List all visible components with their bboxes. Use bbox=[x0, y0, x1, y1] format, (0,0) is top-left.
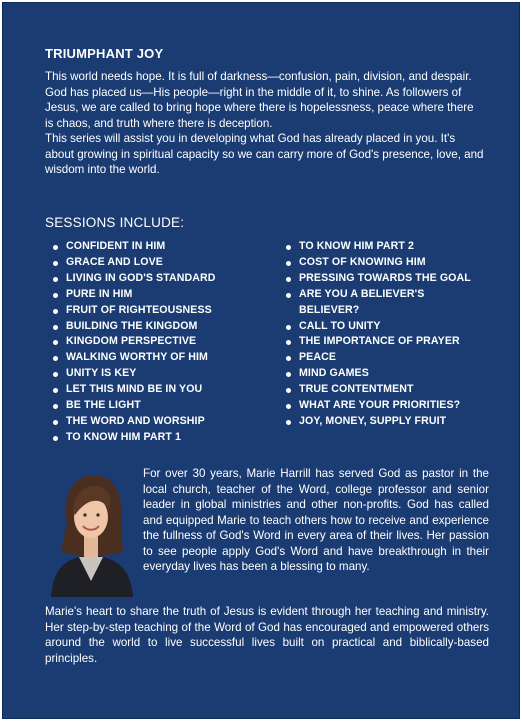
intro-paragraph: This world needs hope. It is full of darkness—confusion, pain, division, and despair. God has placed us—His people—right in the middle of it, to shine. As followers of Jesus, we are called to bring hope where there is hopelessness, peace where there is chaos, and truth where there is deception. bbox=[45, 70, 474, 130]
session-label: LIVING IN GOD'S STANDARD bbox=[66, 271, 216, 284]
session-label: TO KNOW HIM PART 2 bbox=[299, 240, 414, 252]
bio-paragraph: Marie's heart to share the truth of Jesus is evident through her teaching and ministry. Her step-by-step teaching of the Word of God has encouraged and empowered others around the world to live successful lives built on practical and biblically-based principles. bbox=[45, 605, 489, 665]
session-label: TRUE CONTENTMENT bbox=[299, 383, 414, 396]
flyer-page bbox=[2, 2, 520, 719]
session-item bbox=[51, 303, 266, 319]
sessions-list-right bbox=[284, 239, 499, 430]
session-item bbox=[51, 398, 266, 414]
bullet-icon bbox=[53, 420, 58, 425]
session-label: MIND GAMES bbox=[299, 367, 369, 380]
bullet-icon bbox=[286, 245, 291, 250]
session-label: LET THIS MIND BE IN YOU bbox=[66, 383, 203, 396]
intro-text bbox=[45, 69, 485, 178]
bullet-icon bbox=[286, 293, 291, 298]
session-label: FRUIT OF RIGHTEOUSNESS bbox=[66, 303, 212, 316]
session-item bbox=[284, 350, 499, 366]
bullet-icon bbox=[53, 261, 58, 266]
bullet-icon bbox=[286, 277, 291, 282]
bullet-icon bbox=[53, 388, 58, 393]
session-item bbox=[284, 319, 499, 335]
bullet-icon bbox=[53, 436, 58, 441]
bullet-icon bbox=[53, 277, 58, 282]
session-item bbox=[51, 382, 266, 398]
session-label: THE WORD AND WORSHIP bbox=[66, 414, 205, 427]
session-item bbox=[51, 366, 266, 382]
session-label: PURE IN HIM bbox=[66, 287, 133, 300]
bullet-icon bbox=[286, 261, 291, 266]
session-item bbox=[51, 350, 266, 366]
bio-paragraph: For over 30 years, Marie Harrill has served God as pastor in the local church, teacher of the Word, college professor and senior leader in global ministries and other non-profits. God has called and equipped Marie to teach others how to receive and experience the fullness of God's Word in every area of their lives. Her passion to see people apply God's Word and have breakthrough in their everyday lives has been a blessing to many. bbox=[143, 467, 489, 573]
bullet-icon bbox=[53, 293, 58, 298]
intro-paragraph: This series will assist you in developing what God has already placed in you. It's about growing in spiritual capacity so we can carry more of God's presence, love, and wisdom into the world. bbox=[45, 132, 484, 176]
session-item bbox=[51, 414, 266, 430]
session-item bbox=[284, 382, 499, 398]
session-item bbox=[51, 255, 266, 271]
session-label: BUILDING THE KINGDOM bbox=[66, 319, 198, 332]
page-title: TRIUMPHANT JOY bbox=[45, 46, 164, 61]
session-item bbox=[284, 398, 499, 414]
session-item bbox=[284, 334, 499, 350]
session-item bbox=[51, 287, 266, 303]
session-item bbox=[284, 414, 499, 430]
session-item bbox=[51, 334, 266, 350]
sessions-list-left bbox=[51, 239, 266, 446]
sessions-heading: SESSIONS INCLUDE: bbox=[45, 215, 185, 230]
session-label: UNITY IS KEY bbox=[66, 367, 137, 380]
session-label: TO KNOW HIM PART 1 bbox=[66, 430, 181, 443]
session-label: ARE YOU A BELIEVER'S BELIEVER? bbox=[299, 287, 425, 316]
bullet-icon bbox=[53, 309, 58, 314]
session-label: BE THE LIGHT bbox=[66, 399, 141, 412]
session-item bbox=[284, 287, 459, 319]
bullet-icon bbox=[286, 325, 291, 330]
bullet-icon bbox=[53, 245, 58, 250]
bullet-icon bbox=[53, 404, 58, 409]
bullet-icon bbox=[286, 356, 291, 361]
bullet-icon bbox=[53, 325, 58, 330]
bullet-icon bbox=[286, 372, 291, 377]
session-label: GRACE AND LOVE bbox=[66, 255, 163, 268]
bullet-icon bbox=[286, 340, 291, 345]
session-item bbox=[51, 239, 266, 255]
session-item bbox=[51, 271, 266, 287]
session-item bbox=[284, 255, 499, 271]
bullet-icon bbox=[53, 340, 58, 345]
session-label: THE IMPORTANCE OF PRAYER bbox=[299, 335, 460, 348]
session-label: WHAT ARE YOUR PRIORITIES? bbox=[299, 399, 461, 412]
session-label: CONFIDENT IN HIM bbox=[66, 240, 166, 252]
bullet-icon bbox=[286, 404, 291, 409]
bullet-icon bbox=[53, 372, 58, 377]
session-label: KINGDOM PERSPECTIVE bbox=[66, 335, 197, 348]
session-item bbox=[51, 319, 266, 335]
bullet-icon bbox=[286, 388, 291, 393]
session-label: PEACE bbox=[299, 351, 336, 364]
session-label: COST OF KNOWING HIM bbox=[299, 255, 426, 268]
bullet-icon bbox=[286, 420, 291, 425]
session-label: JOY, MONEY, SUPPLY FRUIT bbox=[299, 414, 447, 427]
session-label: CALL TO UNITY bbox=[299, 319, 381, 332]
session-item bbox=[284, 271, 499, 287]
author-photo bbox=[45, 465, 137, 597]
bullet-icon bbox=[53, 356, 58, 361]
session-label: WALKING WORTHY OF HIM bbox=[66, 351, 208, 364]
session-item bbox=[51, 430, 266, 446]
session-item bbox=[284, 366, 499, 382]
session-item bbox=[284, 239, 499, 255]
session-label: PRESSING TOWARDS THE GOAL bbox=[299, 271, 471, 284]
